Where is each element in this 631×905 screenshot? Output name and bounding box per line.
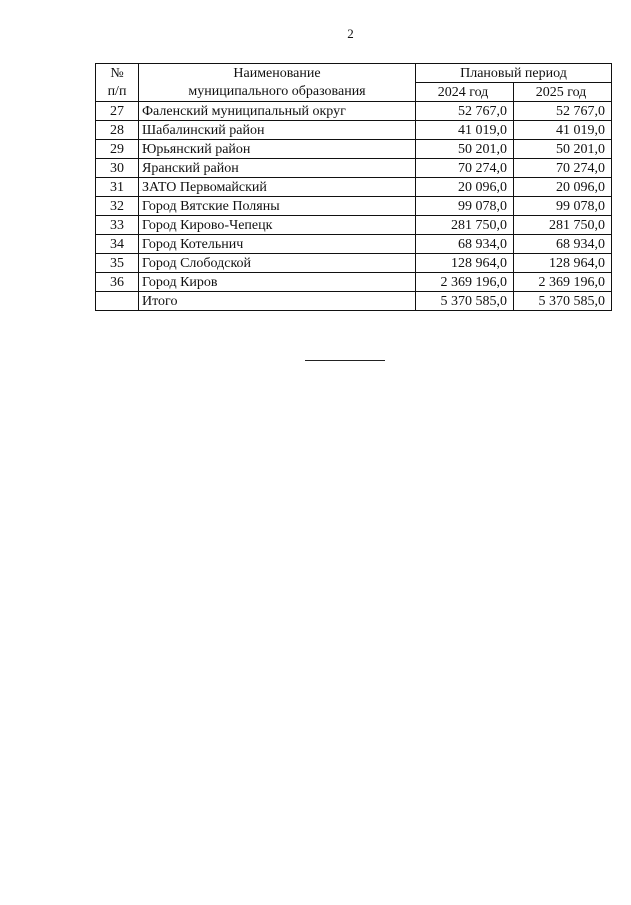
table-row (96, 121, 612, 140)
page-number: 2 (347, 26, 354, 41)
total-value-2025: 5 370 585,0 (514, 292, 612, 311)
row-value-2025: 70 274,0 (514, 159, 612, 178)
row-name: ЗАТО Первомайский (139, 178, 416, 197)
row-name: Город Киров (139, 273, 416, 292)
row-value-2025: 99 078,0 (514, 197, 612, 216)
row-value-2024: 99 078,0 (416, 197, 514, 216)
row-value-2025: 2 369 196,0 (514, 273, 612, 292)
header-period: Плановый период (416, 64, 612, 83)
header-name-line2: муниципального образования (188, 83, 366, 99)
budget-table (95, 63, 612, 311)
total-label: Итого (139, 292, 416, 311)
row-num: 29 (96, 140, 139, 159)
row-value-2025: 41 019,0 (514, 121, 612, 140)
table-row (96, 235, 612, 254)
row-name: Фаленский муниципальный округ (139, 102, 416, 121)
row-value-2025: 68 934,0 (514, 235, 612, 254)
table-row (96, 197, 612, 216)
total-value-2024: 5 370 585,0 (416, 292, 514, 311)
row-value-2024: 2 369 196,0 (416, 273, 514, 292)
row-value-2024: 68 934,0 (416, 235, 514, 254)
row-num: 30 (96, 159, 139, 178)
row-value-2025: 52 767,0 (514, 102, 612, 121)
row-num: 31 (96, 178, 139, 197)
row-num: 28 (96, 121, 139, 140)
row-name: Город Слободской (139, 254, 416, 273)
table-body (96, 102, 612, 311)
row-num: 32 (96, 197, 139, 216)
row-value-2024: 52 767,0 (416, 102, 514, 121)
header-year-2025: 2025 год (514, 83, 612, 102)
table-row (96, 140, 612, 159)
total-row (96, 292, 612, 311)
row-name: Город Кирово-Чепецк (139, 216, 416, 235)
row-value-2024: 50 201,0 (416, 140, 514, 159)
row-value-2025: 20 096,0 (514, 178, 612, 197)
header-num-line2: п/п (107, 83, 127, 99)
row-num: 34 (96, 235, 139, 254)
table-row (96, 159, 612, 178)
header-num-line1: № (110, 65, 124, 81)
total-num-cell (96, 292, 139, 311)
row-name: Город Вятские Поляны (139, 197, 416, 216)
row-num: 33 (96, 216, 139, 235)
table-row (96, 254, 612, 273)
table-row (96, 178, 612, 197)
row-value-2025: 128 964,0 (514, 254, 612, 273)
end-rule-divider (305, 360, 385, 361)
row-value-2024: 281 750,0 (416, 216, 514, 235)
row-value-2024: 41 019,0 (416, 121, 514, 140)
header-name-line1: Наименование (233, 65, 321, 81)
row-value-2025: 50 201,0 (514, 140, 612, 159)
row-num: 27 (96, 102, 139, 121)
row-name: Город Котельнич (139, 235, 416, 254)
row-value-2025: 281 750,0 (514, 216, 612, 235)
row-value-2024: 20 096,0 (416, 178, 514, 197)
row-name: Шабалинский район (139, 121, 416, 140)
table-row (96, 102, 612, 121)
header-year-2024: 2024 год (416, 83, 514, 102)
header-num (96, 64, 139, 102)
row-num: 35 (96, 254, 139, 273)
row-name: Яранский район (139, 159, 416, 178)
row-value-2024: 128 964,0 (416, 254, 514, 273)
table-row (96, 273, 612, 292)
row-value-2024: 70 274,0 (416, 159, 514, 178)
header-name (139, 64, 416, 102)
row-num: 36 (96, 273, 139, 292)
table-row (96, 216, 612, 235)
row-name: Юрьянский район (139, 140, 416, 159)
